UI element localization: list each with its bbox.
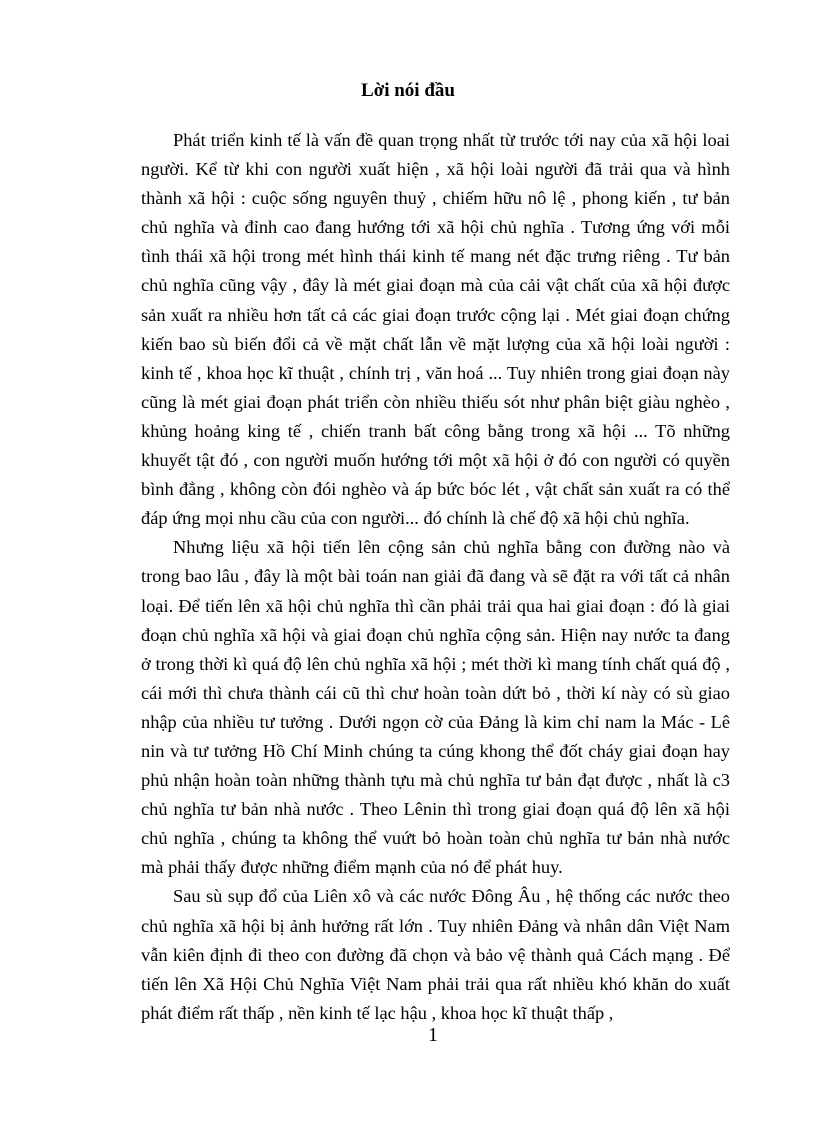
document-body	[141, 126, 730, 1028]
paragraph-2: Nhưng liệu xã hội tiến lên cộng sản chủ nghĩa bằng con đường nào và trong bao lâu , đây là một bài toán nan giải đã đang và sẽ đặt ra với tất cả nhân loại. Để tiến lên xã hội chủ nghĩa thì cần phải trải qua hai giai đoạn : đó là giai đoạn chủ nghĩa xã hội và giai đoạn chủ nghĩa cộng sản. Hiện nay nước ta đang ở trong thời kì quá độ lên chủ nghĩa xã hội ; mét thời kì mang tính chất quá độ , cái mới thì chưa thành cái cũ thì chư hoàn toàn dứt bỏ , thời kí này có sù giao nhập của nhiều tư tưởng . Dưới ngọn cờ của Đảng là kim chỉ nam la Mác - Lê nin và tư tưởng Hồ Chí Minh chúng ta cúng khong thể đốt cháy giai đoạn hay phủ nhận hoàn toàn những thành tựu mà chủ nghĩa tư bản đạt được , nhất là c3 chủ nghĩa tư bản nhà nước . Theo Lênin thì trong giai đoạn quá độ lên xã hội chủ nghĩa , chúng ta không thể vuứt bỏ hoàn toàn chủ nghĩa tư bản nhà nước mà phải thấy được những điểm mạnh của nó để phát huy.	[141, 537, 730, 878]
document-title: Lời nói đầu	[361, 80, 455, 101]
paragraph-3: Sau sù sụp đổ của Liên xô và các nước Đông Âu , hệ thống các nước theo chủ nghĩa xã hội bị ảnh hưởng rất lớn . Tuy nhiên Đảng và nhân dân Việt Nam vẫn kiên định đi theo con đường đã chọn và bảo vệ thành quả Cách mạng . Để tiến lên Xã Hội Chủ Nghĩa Việt Nam phải trải qua rất nhiều khó khăn do xuất phát điểm rất thấp , nền kinh tế lạc hậu , khoa học kĩ thuật thấp ,	[141, 886, 730, 1023]
paragraph-1: Phát triển kinh tế là vấn đề quan trọng nhất từ trước tới nay của xã hội loai người. Kể từ khi con người xuất hiện , xã hội loài người đã trải qua và hình thành xã hội : cuộc sống nguyên thuỷ , chiếm hữu nô lệ , phong kiến , tư bản chủ nghĩa và đỉnh cao đang hướng tới xã hội chủ nghĩa . Tương ứng với mỗi tình thái xã hội trong mét hình thái kinh tế mang nét đặc trưng riêng . Tư bản chủ nghĩa cũng vậy , đây là mét giai đoạn mà của cải vật chất của xã hội được sản xuất ra nhiều hơn tất cả các giai đoạn trước cộng lại . Mét giai đoạn chứng kiến bao sù biến đổi cả về mặt chất lẫn về mặt lượng của xã hội loài người : kinh tế , khoa học kĩ thuật , chính trị , văn hoá ... Tuy nhiên trong giai đoạn này cũng là mét giai đoạn phát triển còn nhiều thiếu sót như phân biệt giàu nghèo , khủng hoảng king tế , chiến tranh bất công bằng trong xã hội ... Tõ những khuyết tật đó , con người muốn hướng tới một xã hội ở đó con người có quyền bình đẳng , không còn đói nghèo và áp bức bóc lét , vật chất sản xuất ra có thể đáp ứng mọi nhu cầu của con người... đó chính là chế độ xã hội chủ nghĩa.	[141, 130, 730, 529]
page-number: 1	[428, 1024, 438, 1046]
